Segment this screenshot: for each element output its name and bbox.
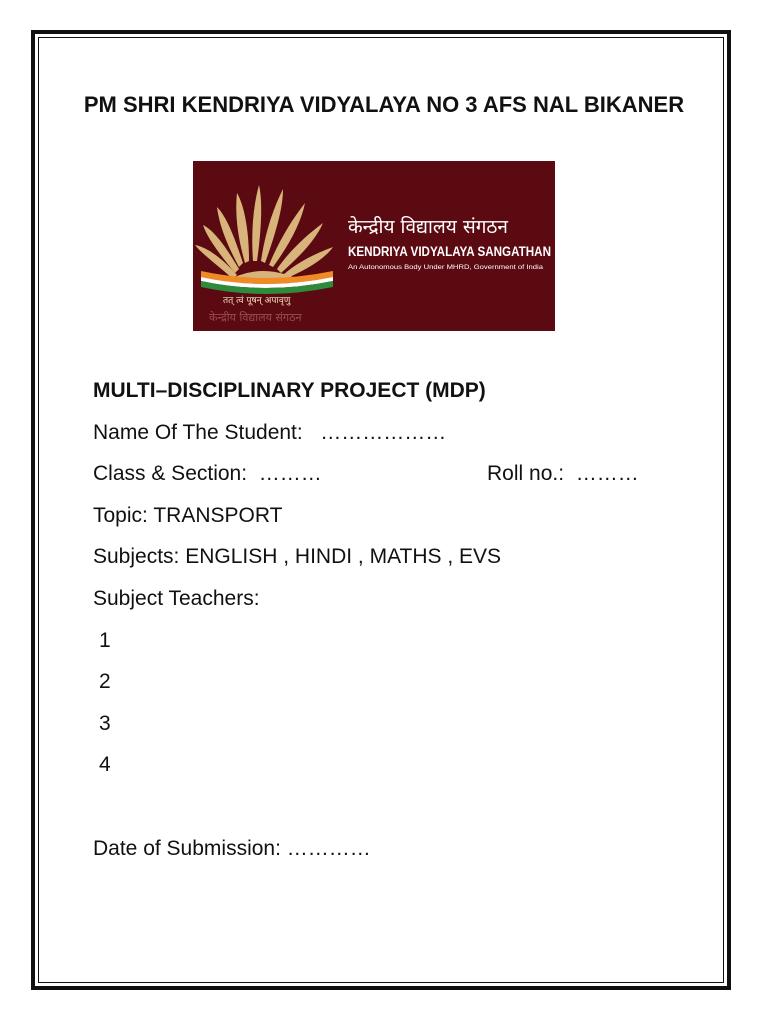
- logo-watermark: केन्द्रीय विद्यालय संगठन: [209, 311, 302, 324]
- logo-english-name: KENDRIYA VIDYALAYA SANGATHAN: [348, 244, 551, 259]
- roll-no-label: Roll no.:: [487, 462, 565, 486]
- logo-hindi-name: केन्द्रीय विद्यालय संगठन: [348, 216, 508, 238]
- project-heading: MULTI–DISCIPLINARY PROJECT (MDP): [93, 379, 486, 402]
- subjects-value: ENGLISH , HINDI , MATHS , EVS: [185, 545, 502, 569]
- spacer: [93, 786, 693, 828]
- teacher-number-2: 2: [99, 670, 111, 694]
- topic-label: Topic:: [93, 503, 148, 527]
- roll-no-value: ………: [575, 462, 639, 486]
- logo-tagline: An Autonomous Body Under MHRD, Government of India: [348, 264, 544, 271]
- student-name-row: [93, 412, 693, 454]
- subjects-row: [93, 536, 693, 578]
- teacher-number-4: 4: [99, 753, 111, 777]
- submission-date-value: …………: [286, 836, 371, 860]
- submission-date-label: Date of Submission:: [93, 836, 281, 860]
- logo-motto: तत् त्वं पूषन् अपावृणु: [223, 296, 291, 306]
- class-roll-row: [93, 453, 693, 495]
- teacher-number-1: 1: [99, 628, 111, 652]
- class-section-value: ………: [258, 462, 322, 486]
- student-name-value: ………………: [320, 420, 447, 444]
- school-title: PM SHRI KENDRIYA VIDYALAYA NO 3 AFS NAL BIKANER: [83, 92, 685, 117]
- submission-date-row: [93, 828, 693, 870]
- roll-no-field: [487, 453, 639, 495]
- student-name-label: Name Of The Student:: [93, 420, 303, 444]
- subject-teachers-label: Subject Teachers:: [93, 586, 260, 610]
- topic-row: [93, 495, 693, 537]
- teacher-number-3: 3: [99, 711, 111, 735]
- topic-value: TRANSPORT: [153, 503, 283, 527]
- class-section-label: Class & Section:: [93, 462, 248, 486]
- subjects-label: Subjects:: [93, 545, 180, 569]
- project-details: [93, 370, 693, 869]
- kvs-logo: [193, 161, 555, 331]
